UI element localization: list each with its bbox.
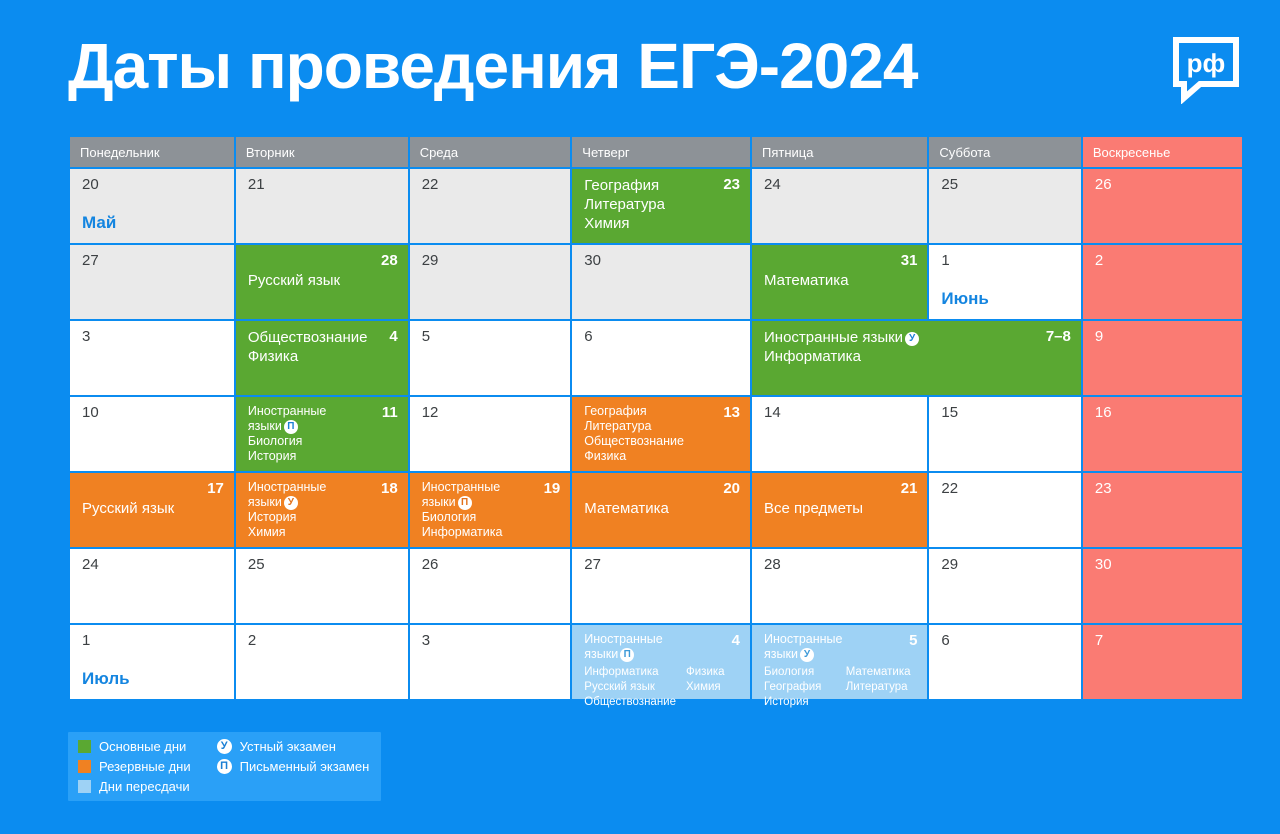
day-number: 16	[1094, 404, 1112, 421]
day-cell-may-30	[572, 245, 750, 319]
subject: Физика	[686, 666, 725, 678]
day-cell-june-7-8	[752, 321, 1081, 395]
exam-calendar	[68, 135, 1244, 708]
exam-block-june-4	[236, 321, 408, 395]
day-cell-may-22	[410, 169, 571, 243]
day-cell-june-12	[410, 397, 571, 471]
day-number: 27	[82, 252, 99, 269]
svg-text:рф: рф	[1186, 48, 1226, 78]
day-number: 10	[82, 404, 99, 421]
subject: Биология	[421, 510, 477, 524]
header	[68, 18, 1242, 114]
subject-list	[764, 632, 917, 662]
retake-block-july-4	[572, 625, 750, 708]
day-number: 28	[381, 252, 398, 269]
subject-list	[764, 328, 1071, 366]
day-cell-june-3	[70, 321, 234, 395]
subject: Иностранные	[584, 632, 663, 646]
subject-list	[764, 271, 917, 290]
day-cell-june-22	[929, 473, 1080, 547]
day-number: 20	[82, 176, 99, 193]
day-cell-june-11	[236, 397, 408, 471]
subject: Биология	[247, 434, 303, 448]
day-number: 20	[723, 480, 741, 497]
day-cell-june-21	[752, 473, 927, 547]
exam-block-june-21	[752, 473, 927, 547]
day-cell-june-23	[1083, 473, 1242, 547]
exam-block-june-19	[410, 473, 571, 547]
subject: Литература	[845, 681, 908, 693]
subject: Литература	[584, 196, 665, 213]
day-number: 13	[723, 404, 741, 421]
day-cell-june-5	[410, 321, 571, 395]
weekday-sunday: Воскресенье	[1083, 137, 1242, 167]
day-number: 6	[941, 632, 950, 649]
day-cell-may-26	[1083, 169, 1242, 243]
oral-exam-icon: У	[800, 648, 814, 662]
subject: Математика	[764, 272, 849, 289]
subject-list	[422, 480, 561, 540]
day-cell-july-1	[70, 625, 234, 699]
subject: языки У	[248, 495, 398, 510]
day-number: 21	[247, 176, 265, 193]
subject: Иностранные	[421, 480, 501, 494]
day-cell-june-13	[572, 397, 750, 471]
day-number: 29	[421, 252, 439, 269]
legend-label: Резервные дни	[99, 759, 191, 774]
day-cell-june-27	[572, 549, 750, 623]
exam-block-may-23	[572, 169, 750, 243]
oral-exam-icon: У	[284, 496, 298, 510]
calendar-week-row	[70, 625, 1242, 699]
calendar-week-row	[70, 321, 1242, 395]
day-number: 26	[1094, 176, 1112, 193]
day-number: 17	[207, 480, 224, 497]
day-cell-may-23	[572, 169, 750, 243]
day-number: 12	[421, 404, 439, 421]
day-cell-june-6	[572, 321, 750, 395]
day-cell-may-25	[929, 169, 1080, 243]
exam-block-may-28	[236, 245, 408, 319]
subject: Математика	[845, 666, 911, 678]
day-cell-may-21	[236, 169, 408, 243]
day-cell-june-17	[70, 473, 234, 547]
day-number: 2	[247, 632, 257, 649]
subject: Все предметы	[764, 500, 864, 517]
subject-columns	[584, 665, 740, 710]
subject-column-right	[686, 665, 740, 710]
day-number: 11	[381, 404, 398, 421]
day-number: 27	[584, 556, 601, 573]
written-exam-icon: П	[458, 496, 472, 510]
day-number: 23	[723, 176, 741, 193]
subject: Химия	[686, 681, 721, 693]
subject-list	[248, 480, 398, 540]
exam-block-june-11	[236, 397, 408, 471]
weekday-header-row	[70, 137, 1242, 167]
day-cell-june-29	[929, 549, 1080, 623]
oral-exam-icon: У	[217, 739, 232, 754]
month-label-june: Июнь	[941, 289, 989, 308]
day-cell-may-29	[410, 245, 571, 319]
legend-color-column	[78, 738, 191, 795]
day-number: 22	[941, 480, 959, 497]
day-cell-may-28	[236, 245, 408, 319]
day-cell-june-26	[410, 549, 571, 623]
day-cell-june-30	[1083, 549, 1242, 623]
day-cell-june-16	[1083, 397, 1242, 471]
subject-list	[248, 328, 398, 366]
subject-list	[248, 404, 398, 464]
day-cell-june-20	[572, 473, 750, 547]
day-number: 26	[421, 556, 439, 573]
subject: Русский язык	[82, 500, 175, 517]
day-cell-june-9	[1083, 321, 1242, 395]
subject: История	[764, 696, 809, 708]
subject: языки У	[764, 647, 917, 662]
day-number: 15	[941, 404, 959, 421]
day-number: 7	[1094, 632, 1104, 649]
subject: Физика	[247, 348, 299, 365]
subject: Обществознание	[584, 696, 676, 708]
subject: языки П	[248, 419, 398, 434]
subject-list	[248, 271, 398, 290]
day-number: 5	[909, 632, 918, 649]
legend-label: Дни пересдачи	[99, 779, 190, 794]
day-number: 1	[941, 252, 950, 269]
day-number: 18	[381, 480, 398, 497]
written-exam-icon: П	[217, 759, 232, 774]
day-cell-june-4	[236, 321, 408, 395]
day-cell-june-24	[70, 549, 234, 623]
day-number: 3	[421, 632, 431, 649]
legend-item-reserve-days	[78, 758, 191, 775]
subject: География	[584, 404, 647, 418]
subject-list	[764, 499, 917, 518]
subject-list	[584, 632, 740, 662]
subject-list	[82, 499, 224, 518]
day-cell-june-15	[929, 397, 1080, 471]
weekday-saturday: Суббота	[929, 137, 1080, 167]
calendar-week-row	[70, 169, 1242, 243]
day-number: 14	[764, 404, 781, 421]
day-cell-may-20	[70, 169, 234, 243]
day-cell-july-3	[410, 625, 571, 699]
subject-list	[584, 404, 740, 464]
day-number: 22	[421, 176, 439, 193]
day-number: 7–8	[1045, 328, 1071, 345]
day-number: 5	[421, 328, 431, 345]
day-number: 28	[764, 556, 781, 573]
calendar-week-row	[70, 245, 1242, 319]
subject: Химия	[247, 525, 286, 539]
day-cell-june-1	[929, 245, 1080, 319]
legend-label: Письменный экзамен	[239, 759, 370, 774]
subject-column-left	[584, 665, 676, 710]
legend-exam-type-column	[217, 738, 370, 775]
day-cell-may-27	[70, 245, 234, 319]
gosuslugi-rf-logo	[1170, 32, 1242, 104]
day-number: 4	[731, 632, 741, 649]
day-number: 6	[584, 328, 593, 345]
exam-block-june-13	[572, 397, 750, 471]
day-number: 31	[900, 252, 918, 269]
day-cell-july-4	[572, 625, 750, 708]
weekday-thursday: Четверг	[572, 137, 750, 167]
day-number: 30	[584, 252, 601, 269]
subject: Литература	[584, 419, 652, 433]
exam-block-june-20	[572, 473, 750, 547]
subject: Информатика	[764, 348, 861, 365]
day-number: 24	[764, 176, 781, 193]
subject: Обществознание	[247, 329, 368, 346]
day-number: 2	[1094, 252, 1104, 269]
subject: Физика	[584, 449, 627, 463]
blue-swatch-icon	[78, 780, 91, 793]
subject: Биология	[764, 666, 815, 678]
calendar-week-row	[70, 549, 1242, 623]
subject-column-left	[764, 665, 836, 710]
day-number: 9	[1094, 328, 1104, 345]
day-number: 30	[1094, 556, 1112, 573]
written-exam-icon: П	[620, 648, 634, 662]
subject: Русский язык	[247, 272, 341, 289]
page-title: Даты проведения ЕГЭ-2024	[68, 30, 918, 102]
retake-block-july-5	[752, 625, 927, 708]
day-cell-july-6	[929, 625, 1080, 699]
green-swatch-icon	[78, 740, 91, 753]
legend-item-main-days	[78, 738, 191, 755]
day-number: 21	[900, 480, 918, 497]
day-number: 4	[389, 328, 398, 345]
subject: языки П	[584, 647, 740, 662]
day-number: 1	[82, 632, 91, 649]
written-exam-icon: П	[284, 420, 298, 434]
weekday-monday: Понедельник	[70, 137, 234, 167]
subject: языки П	[422, 495, 561, 510]
exam-block-june-17	[70, 473, 234, 547]
orange-swatch-icon	[78, 760, 91, 773]
subject: Иностранные	[764, 632, 843, 646]
day-cell-june-14	[752, 397, 927, 471]
legend-label: Устный экзамен	[239, 739, 336, 754]
subject: Обществознание	[584, 434, 684, 448]
day-cell-july-2	[236, 625, 408, 699]
legend-item-oral-exam	[217, 738, 370, 755]
subject: География	[584, 177, 660, 194]
subject: География	[764, 681, 822, 693]
subject-list	[584, 176, 740, 233]
subject: Математика	[584, 500, 669, 517]
day-cell-june-2	[1083, 245, 1242, 319]
legend-label: Основные дни	[99, 739, 187, 754]
month-label-may: Май	[82, 213, 117, 232]
day-number: 25	[247, 556, 265, 573]
subject-columns	[764, 665, 917, 710]
exam-block-may-31	[752, 245, 927, 319]
exam-block-june-7-8	[752, 321, 1081, 395]
subject: Иностранные	[247, 404, 327, 418]
day-cell-june-18	[236, 473, 408, 547]
day-cell-may-31	[752, 245, 927, 319]
weekday-wednesday: Среда	[410, 137, 571, 167]
weekday-friday: Пятница	[752, 137, 927, 167]
calendar-week-row	[70, 397, 1242, 471]
exam-block-june-18	[236, 473, 408, 547]
weekday-tuesday: Вторник	[236, 137, 408, 167]
subject: Русский язык	[584, 681, 655, 693]
calendar-week-row	[70, 473, 1242, 547]
day-cell-june-25	[236, 549, 408, 623]
subject: Информатика	[584, 666, 659, 678]
legend-item-written-exam	[217, 758, 370, 775]
day-number: 23	[1094, 480, 1112, 497]
day-number: 24	[82, 556, 99, 573]
subject-column-right	[846, 665, 918, 710]
day-number: 19	[543, 480, 561, 497]
day-cell-may-24	[752, 169, 927, 243]
day-number: 3	[82, 328, 91, 345]
day-number: 29	[941, 556, 959, 573]
subject: Химия	[584, 215, 630, 232]
subject: Информатика	[421, 525, 503, 539]
day-cell-june-19	[410, 473, 571, 547]
day-cell-july-7	[1083, 625, 1242, 699]
day-number: 25	[941, 176, 959, 193]
subject: Иностранные языки У	[764, 328, 1071, 347]
subject: История	[247, 449, 297, 463]
month-label-july: Июль	[82, 669, 130, 688]
subject: История	[247, 510, 297, 524]
subject-list	[584, 499, 740, 518]
day-cell-june-28	[752, 549, 927, 623]
legend	[68, 732, 381, 801]
day-cell-july-5	[752, 625, 927, 708]
subject: Иностранные	[247, 480, 327, 494]
legend-item-retake-days	[78, 778, 191, 795]
oral-exam-icon: У	[905, 332, 919, 346]
day-cell-june-10	[70, 397, 234, 471]
